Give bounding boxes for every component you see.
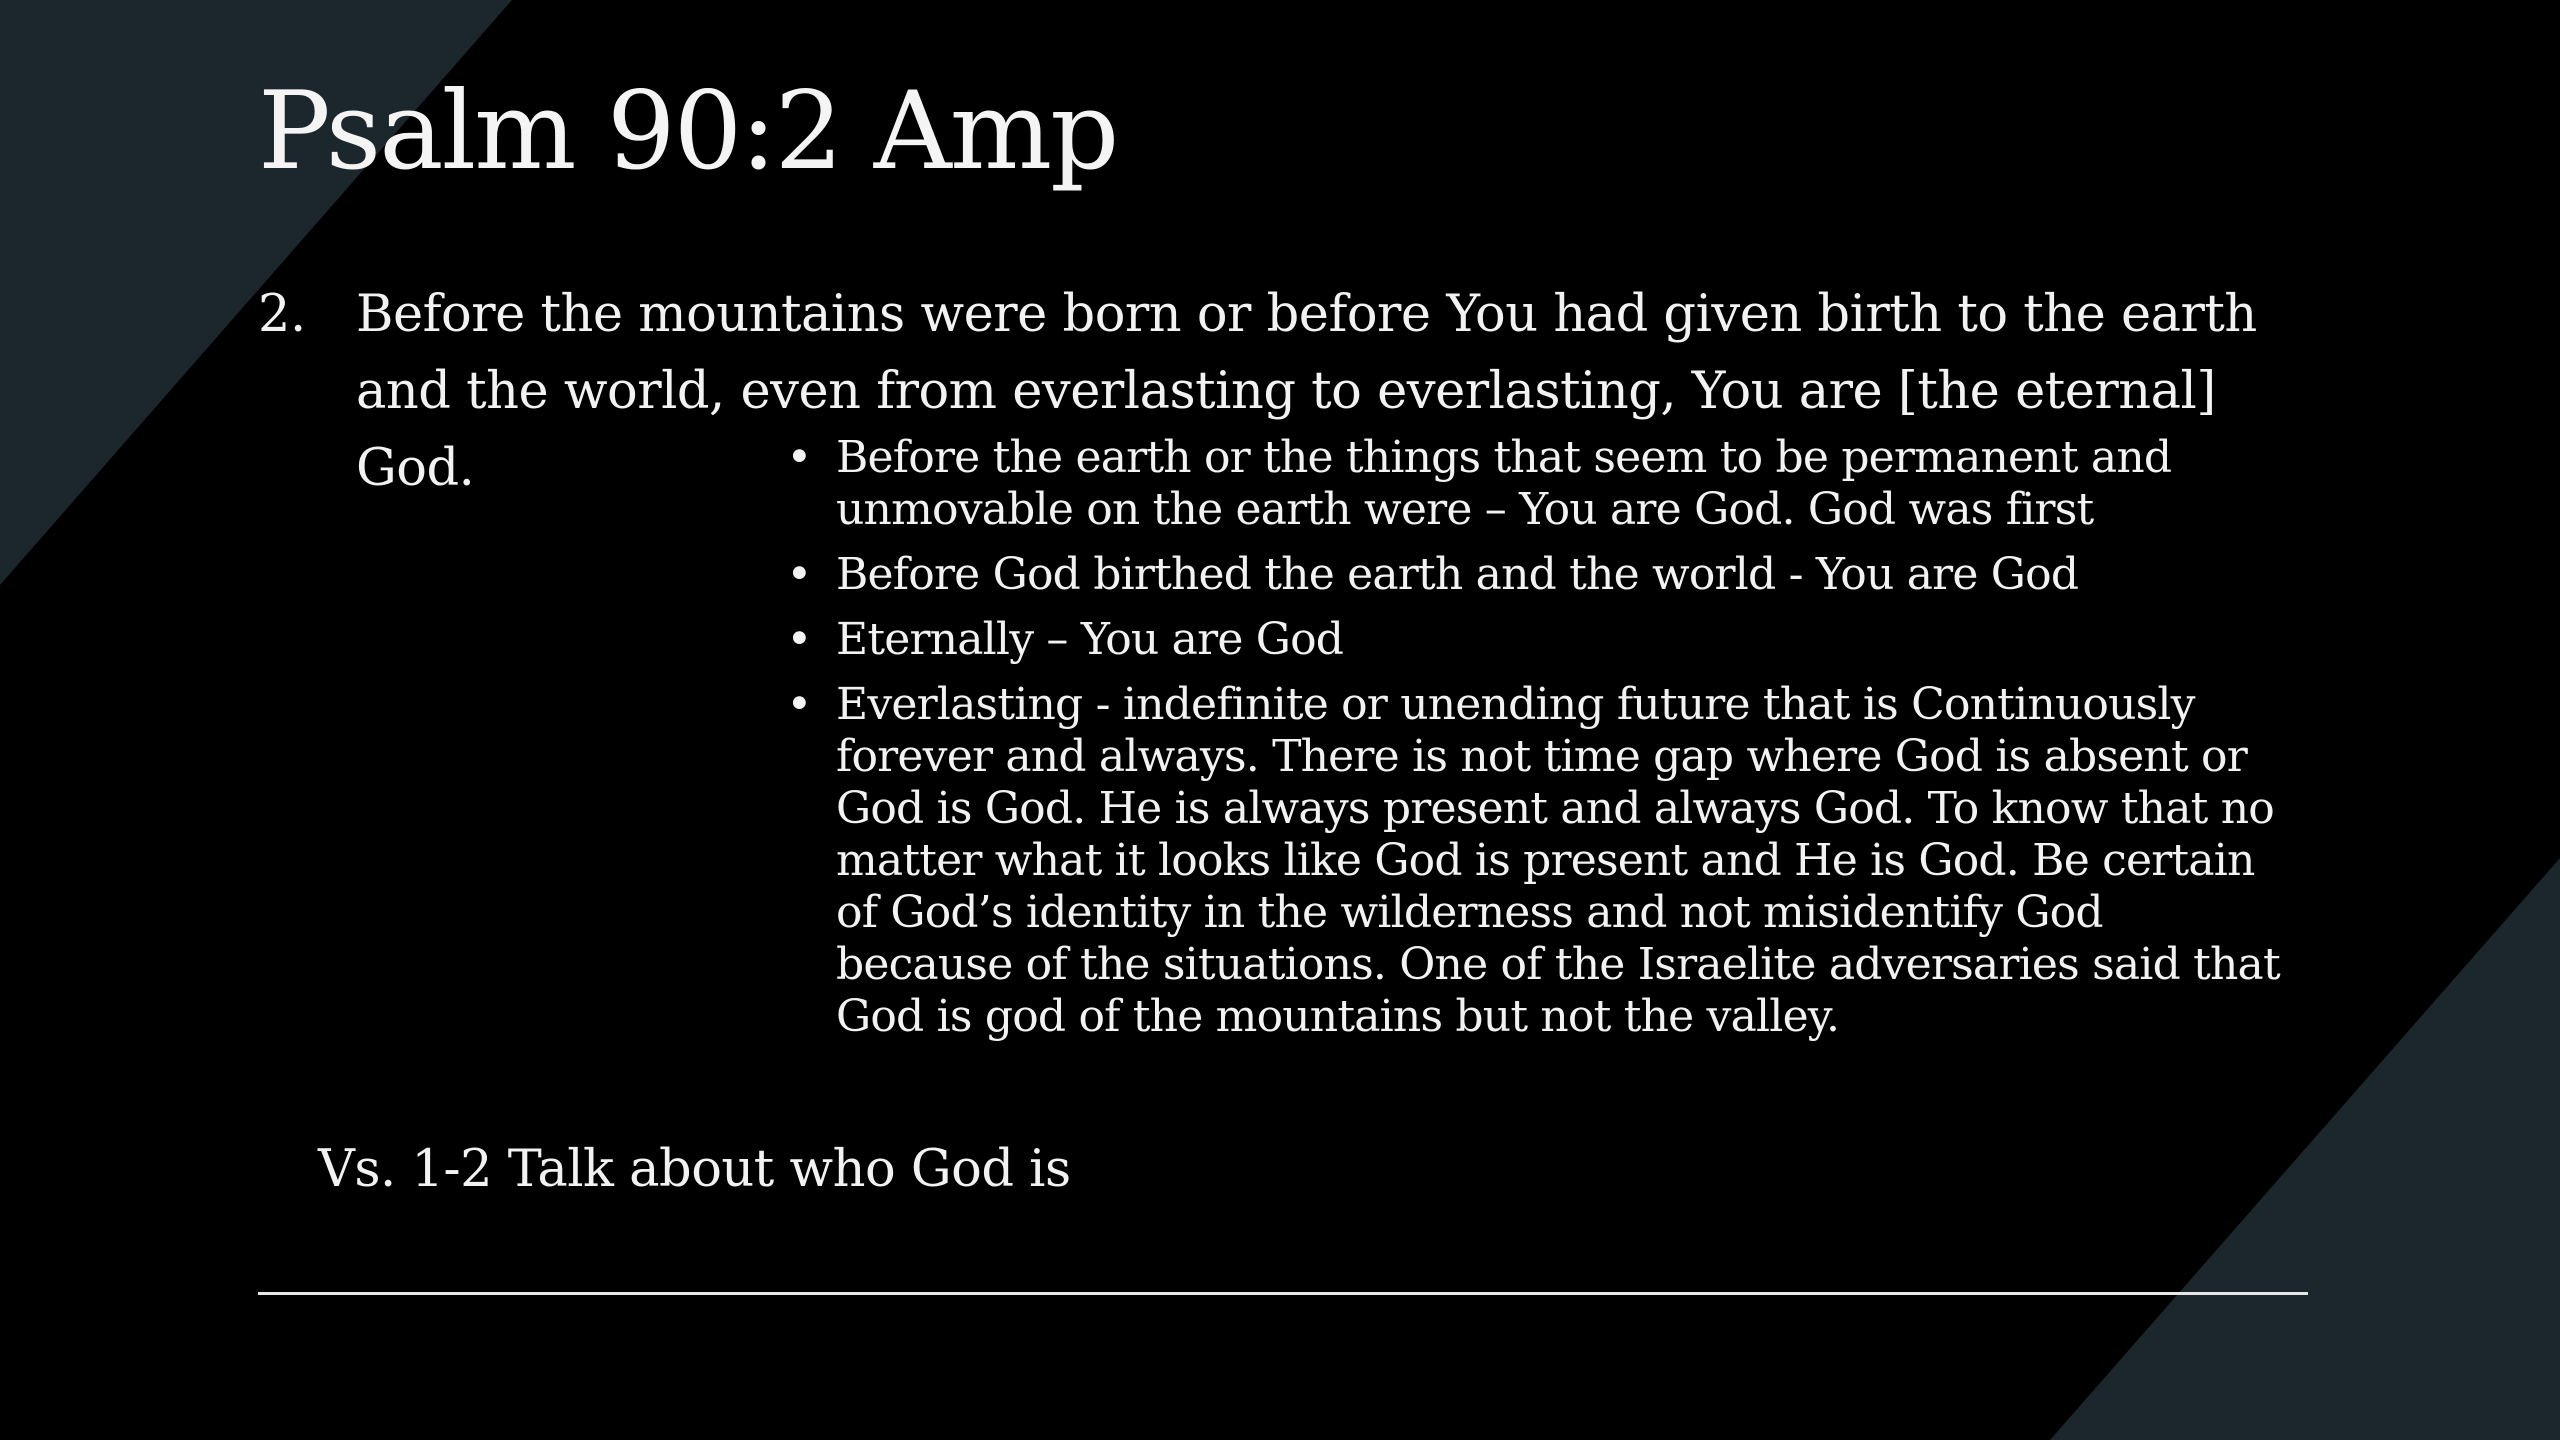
bottom-divider (258, 1292, 2308, 1295)
bullet-item (784, 432, 2284, 536)
slide-title: Psalm 90:2 Amp (258, 69, 1118, 194)
bullet-item (784, 549, 2284, 601)
bullet-text: Before God birthed the earth and the world - You are God (836, 549, 2079, 600)
bullet-text: Before the earth or the things that seem to be permanent and unmovable on the earth were – You are God. God was first (836, 432, 2172, 535)
bullet-text: Everlasting - indefinite or unending future that is Continuously forever and always. There is not time gap where God is absent or God is God. He is always present and always God. To know that no matter what it looks like God is present and He is God. Be certain of God’s identity in the wilderness and not misidentify God because of the situations. One of the Israelite adversaries said that God is god of the mountains but not the valley. (836, 679, 2280, 1042)
bullet-item (784, 614, 2284, 666)
bullet-icon: • (786, 679, 812, 730)
bullet-icon: • (786, 549, 812, 600)
bullet-item (784, 679, 2284, 1043)
bullet-text: Eternally – You are God (836, 614, 1344, 665)
bullet-icon: • (786, 614, 812, 665)
verse-text: Before the mountains were born or before You had given birth to the earth and the world, even from everlasting to everlasting, You are [the eternal] God. (356, 285, 2257, 498)
footer-note: Vs. 1-2 Talk about who God is (318, 1140, 1071, 1199)
bullet-list (784, 432, 2284, 1056)
bullet-icon: • (786, 432, 812, 483)
verse-number: 2. (258, 285, 306, 344)
